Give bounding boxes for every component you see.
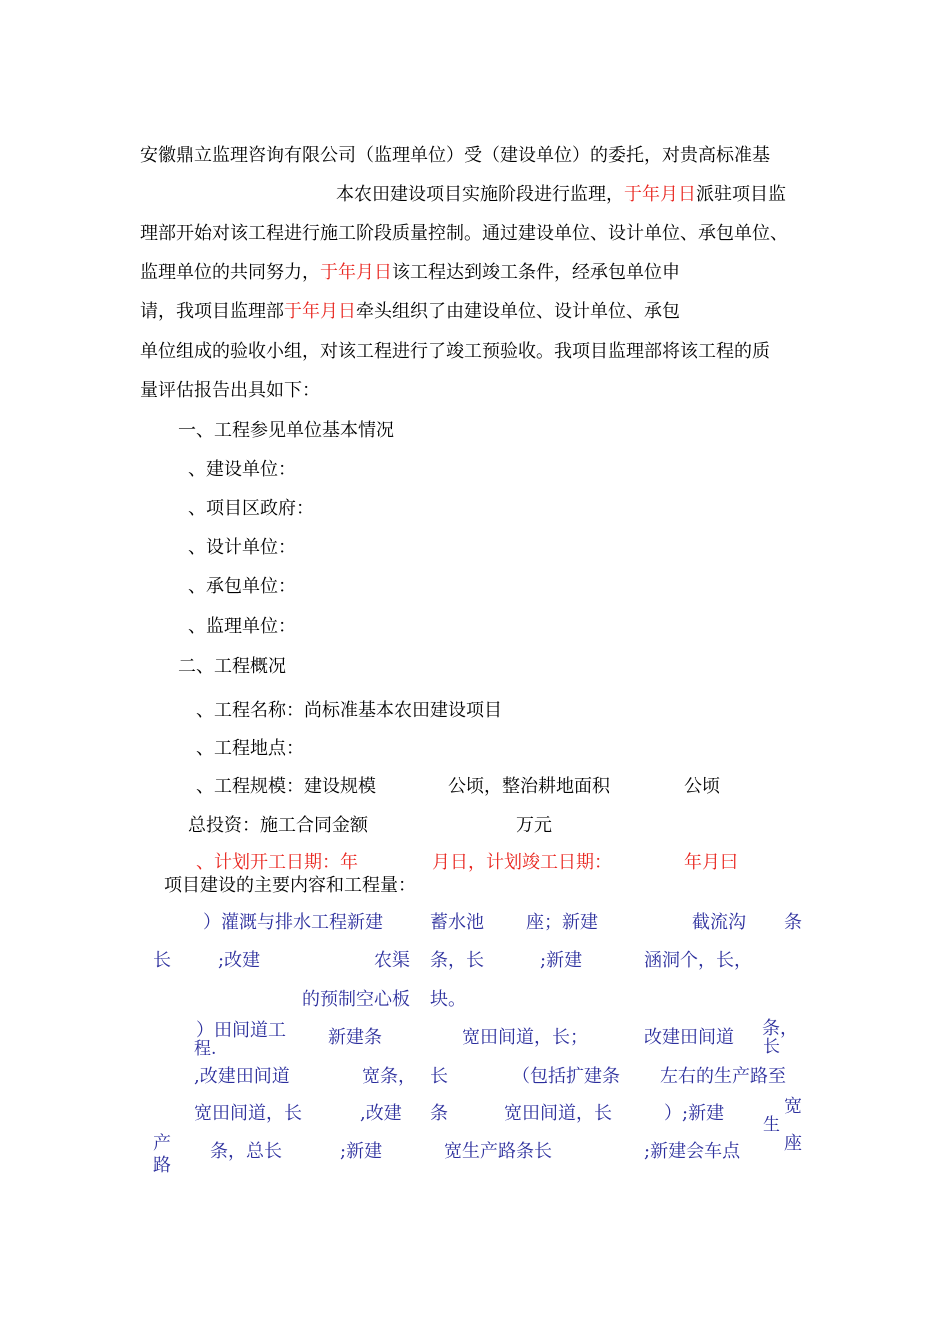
planned-end-date: 年月曰 — [684, 852, 738, 873]
irrigation-item: 的预制空心板 — [302, 989, 410, 1010]
project-scale-area: 公顷，整治耕地面积 — [448, 776, 610, 797]
section1-item-construction: 、建设单位： — [188, 459, 296, 480]
road-item: 条， — [762, 1018, 798, 1039]
total-investment: 总投资：施工合同金额 — [188, 815, 368, 836]
planned-start: 、计划开工日期：年 — [196, 852, 358, 873]
road-item: 条 — [430, 1103, 448, 1124]
investment-unit: 万元 — [516, 815, 552, 836]
road-item: 宽 — [784, 1096, 802, 1117]
intro-line-6: 单位组成的验收小组，对该工程进行了竣工预验收。我项目监理部将该工程的质 — [140, 341, 770, 362]
intro-text: 牵头组织了由建设单位、设计单位、承包 — [356, 301, 680, 322]
date-placeholder: 于年月日 — [624, 184, 696, 205]
planned-end: 月日，计划竣工日期： — [432, 852, 612, 873]
section1-item-contractor: 、承包单位： — [188, 576, 296, 597]
intro-text: 请，我项目监理部 — [140, 301, 284, 322]
section1-item-design: 、设计单位： — [188, 537, 296, 558]
road-item: 产 — [153, 1133, 171, 1154]
intro-line-7: 量评估报告出具如下： — [140, 380, 320, 401]
irrigation-item: 块。 — [430, 989, 466, 1010]
irrigation-item: 条，长 — [430, 950, 484, 971]
project-name: 、工程名称：尚标准基本农田建设项目 — [196, 700, 502, 721]
project-location: 、工程地点： — [196, 738, 304, 759]
road-item: 长 — [430, 1066, 448, 1087]
road-item: ;新建 — [340, 1141, 383, 1162]
irrigation-item: 农渠 — [374, 950, 410, 971]
intro-text: 派驻项目监 — [696, 184, 786, 205]
content-heading: 项目建设的主要内容和工程量： — [164, 875, 416, 896]
irrigation-item: ;新建 — [540, 950, 583, 971]
road-item: ;新建会车点 — [644, 1141, 741, 1162]
irrigation-item: ;改建 — [218, 950, 261, 971]
irrigation-item: 条 — [784, 912, 802, 933]
date-placeholder: 于年月日 — [320, 262, 392, 283]
road-item: 左右的生产路至 — [660, 1066, 786, 1087]
road-item: （包括扩建条 — [512, 1066, 620, 1087]
intro-text: 监理单位的共同努力， — [140, 262, 320, 283]
road-item: ,改建田间道 — [194, 1066, 290, 1087]
road-item: 改建田间道 — [644, 1027, 734, 1048]
road-item: 座 — [784, 1133, 802, 1154]
section1-item-supervisor: 、监理单位： — [188, 616, 296, 637]
irrigation-item: 长 — [153, 950, 171, 971]
intro-line-1: 安徽鼎立监理咨询有限公司（监理单位）受（建设单位）的委托，对贵高标准基 — [140, 145, 770, 166]
intro-line-5 — [140, 301, 680, 323]
road-item: 路 — [153, 1155, 171, 1176]
intro-line-3: 理部开始对该工程进行施工阶段质量控制。通过建设单位、设计单位、承包单位、 — [140, 223, 788, 244]
project-scale-unit: 公顷 — [684, 776, 720, 797]
section1-heading: 一、工程参见单位基本情况 — [178, 420, 394, 441]
section2-heading: 二、工程概况 — [178, 656, 286, 677]
road-item: 条，总长 — [210, 1141, 282, 1162]
road-item: 宽田间道，长； — [462, 1027, 588, 1048]
road-item: 宽条， — [362, 1066, 416, 1087]
irrigation-item: 涵洞个，长， — [644, 950, 752, 971]
road-item: 长 — [763, 1037, 780, 1057]
intro-text: 该工程达到竣工条件，经承包单位申 — [392, 262, 680, 283]
road-item: ,改建 — [360, 1103, 402, 1124]
irrigation-item: 截流沟 — [692, 912, 746, 933]
road-item: 宽生产路条长 — [444, 1141, 552, 1162]
road-item: 宽田间道，长 — [504, 1103, 612, 1124]
road-item: ）;新建 — [664, 1103, 725, 1124]
irrigation-item: 蓄水池 — [430, 912, 484, 933]
road-item: 生 — [763, 1115, 780, 1135]
section1-item-government: 、项目区政府： — [188, 498, 314, 519]
intro-line-4 — [140, 262, 680, 284]
intro-text: 本农田建设项目实施阶段进行监理， — [336, 184, 624, 205]
irrigation-item: ）灌溉与排水工程新建 — [203, 912, 383, 933]
irrigation-item: 座；新建 — [526, 912, 598, 933]
road-item: 新建条 — [328, 1027, 382, 1048]
road-item: 宽田间道，长 — [194, 1103, 302, 1124]
project-scale: 、工程规模：建设规模 — [196, 776, 376, 797]
road-item: 程. — [194, 1039, 217, 1059]
road-item: ）田间道工 — [196, 1020, 286, 1041]
clipped-text — [153, 1155, 177, 1176]
intro-line-2 — [336, 184, 786, 206]
date-placeholder: 于年月日 — [284, 301, 356, 322]
